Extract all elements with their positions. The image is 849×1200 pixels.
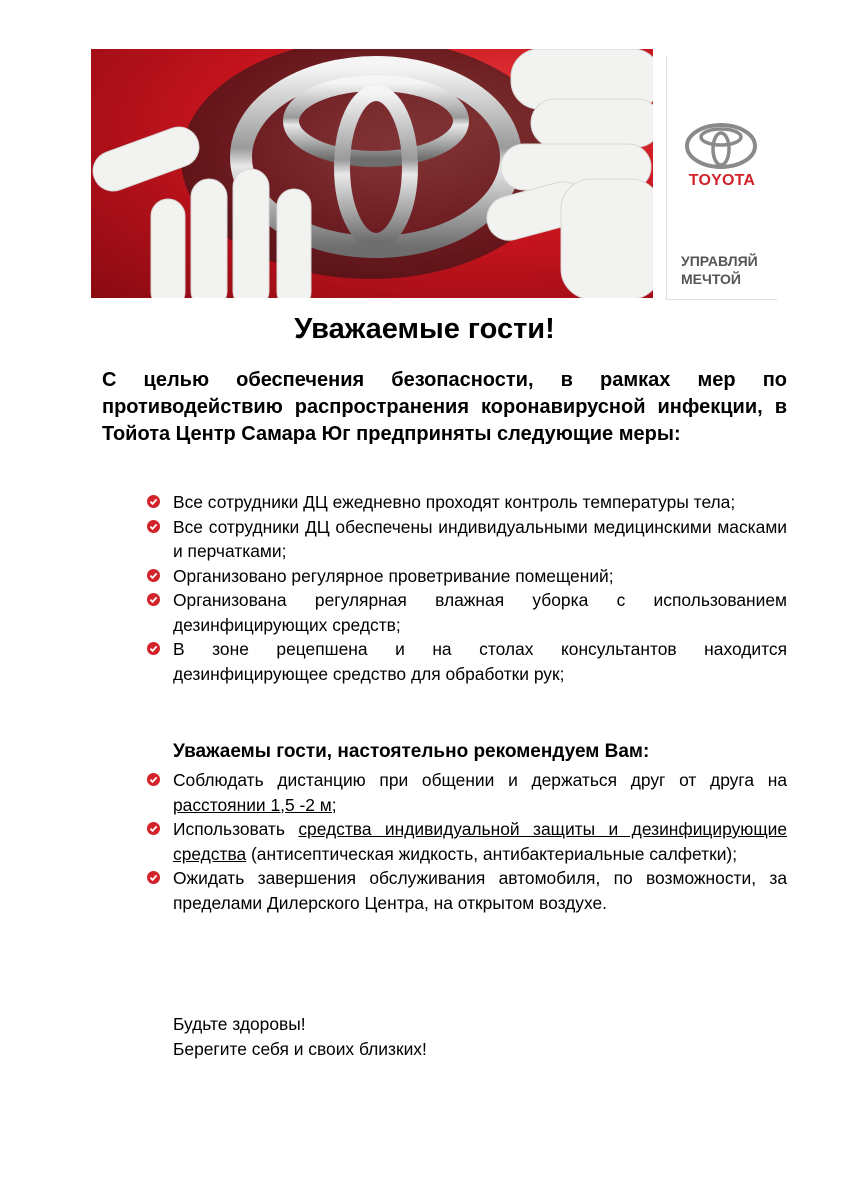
check-circle-icon: [147, 520, 160, 533]
rec-underlined-text: средства индивидуальной защиты и дезинфицирующие средства: [173, 819, 788, 864]
check-circle-icon: [147, 593, 160, 606]
measure-text: В зоне рецепшена и на столах консультантов находится дезинфицирующее средство для обработки рук;: [173, 639, 787, 684]
brand-name: TOYOTA: [688, 172, 756, 189]
check-circle-icon: [147, 822, 160, 835]
list-item: [147, 515, 787, 564]
slogan-line-2: МЕЧТОЙ: [681, 271, 741, 287]
brand-slogan: [681, 252, 758, 288]
list-item: [147, 637, 787, 686]
check-circle-icon: [147, 773, 160, 786]
toyota-logo-icon: [684, 122, 758, 170]
list-item: [147, 866, 787, 915]
measures-list: [147, 490, 787, 686]
check-circle-icon: [147, 569, 160, 582]
closing-line-2: Берегите себя и своих близких!: [173, 1038, 427, 1059]
list-item: [147, 490, 787, 515]
recommendations-heading: Уважаемы гости, настоятельно рекомендуем Вам:: [173, 741, 650, 762]
closing-message: [173, 1012, 427, 1061]
rec-text: Ожидать завершения обслуживания автомобиля, по возможности, за пределами Дилерского Центра, на открытом воздухе.: [173, 868, 787, 913]
rec-text-tail: (антисептическая жидкость, антибактериальные салфетки);: [246, 843, 738, 864]
hero-image: [91, 49, 653, 298]
check-circle-icon: [147, 642, 160, 655]
list-item: [147, 588, 787, 637]
rec-text: Использовать: [173, 819, 299, 839]
recommendations-list: [147, 768, 787, 915]
check-circle-icon: [147, 495, 160, 508]
rec-text: Соблюдать дистанцию при общении и держаться друг от друга на: [173, 770, 787, 790]
list-item: [147, 817, 787, 866]
check-circle-icon: [147, 871, 160, 884]
slogan-line-1: УПРАВЛЯЙ: [681, 253, 758, 269]
intro-paragraph: С целью обеспечения безопасности, в рамках мер по противодействию распространения коронавирусной инфекции, в Тойота Центр Самара Юг предприняты следующие меры:: [102, 369, 787, 445]
measure-text: Все сотрудники ДЦ обеспечены индивидуальными медицинскими масками и перчатками;: [173, 516, 787, 561]
rec-underlined-text: расстоянии 1,5 -2 м;: [173, 794, 337, 815]
page-title: Уважаемые гости!: [294, 313, 555, 345]
toyota-emblem-photo: [91, 49, 653, 298]
list-item: [147, 564, 787, 589]
measure-text: Все сотрудники ДЦ ежедневно проходят контроль температуры тела;: [173, 492, 736, 512]
measure-text: Организована регулярная влажная уборка с использованием дезинфицирующих средств;: [173, 590, 787, 635]
list-item: [147, 768, 787, 817]
measure-text: Организовано регулярное проветривание помещений;: [173, 565, 614, 586]
closing-line-1: Будьте здоровы!: [173, 1014, 306, 1034]
